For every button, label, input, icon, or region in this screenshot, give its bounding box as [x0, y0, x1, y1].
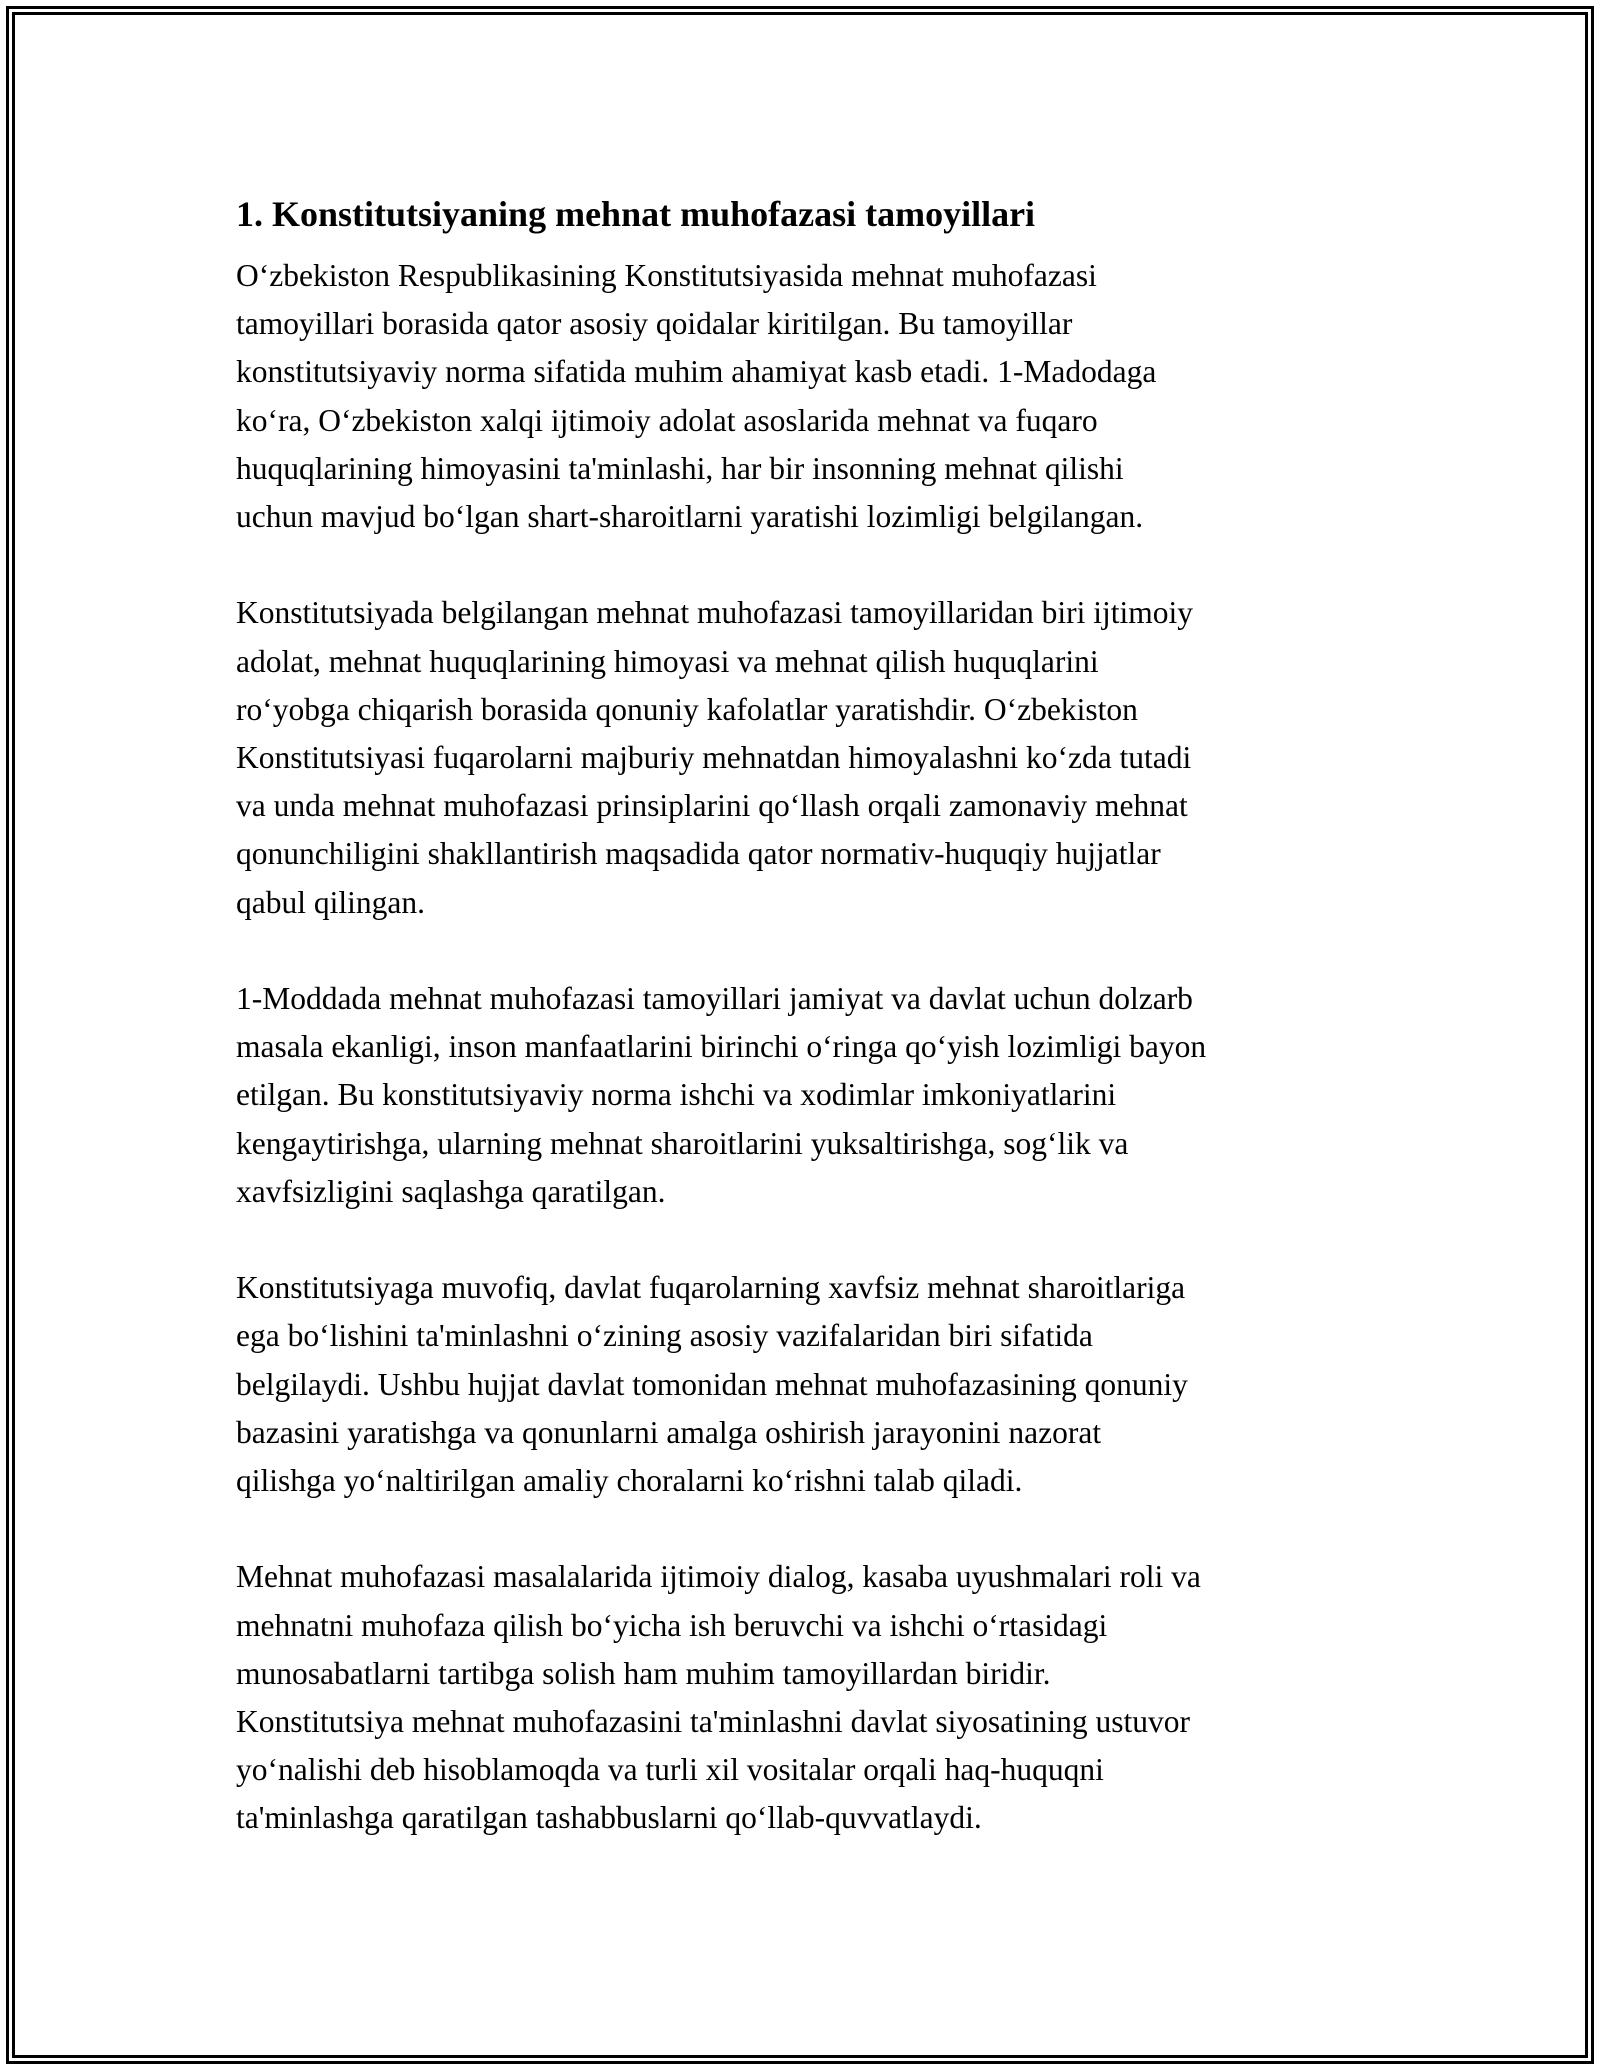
paragraph-line: Konstitutsiyasi fuqarolarni majburiy mehnatdan himoyalashni ko‘zda tutadi [236, 740, 1192, 776]
paragraph-1 [236, 252, 1376, 541]
paragraph-line: masala ekanligi, inson manfaatlarini birinchi o‘ringa qo‘yish lozimligi bayon [236, 1029, 1207, 1065]
paragraph-line: bazasini yaratishga va qonunlarni amalga oshirish jarayonini nazorat [236, 1414, 1102, 1450]
paragraph-line: ta'minlashga qaratilgan tashabbuslarni qo‘llab-quvvatlaydi. [236, 1800, 982, 1836]
paragraph-line: kengaytirishga, ularning mehnat sharoitlarini yuksaltirishga, sog‘lik va [236, 1125, 1129, 1161]
paragraph-line: Konstitutsiyaga muvofiq, davlat fuqarolarning xavfsiz mehnat sharoitlariga [236, 1270, 1186, 1306]
paragraph-line: etilgan. Bu konstitutsiyaviy norma ishchi va xodimlar imkoniyatlarini [236, 1077, 1117, 1113]
paragraph-line: qonunchiligini shakllantirish maqsadida qator normativ-huquqiy hujjatlar [236, 836, 1161, 872]
paragraph-line: uchun mavjud bo‘lgan shart-sharoitlarni yaratishi lozimligi belgilangan. [236, 499, 1144, 535]
paragraph-line: munosabatlarni tartibga solish ham muhim tamoyillardan biridir. [236, 1655, 1051, 1691]
paragraph-line: 1-Moddada mehnat muhofazasi tamoyillari jamiyat va davlat uchun dolzarb [236, 981, 1193, 1017]
paragraph-2 [236, 589, 1376, 926]
paragraph-5 [236, 1553, 1376, 1842]
paragraph-list [236, 252, 1376, 1843]
paragraph-line: Mehnat muhofazasi masalalarida ijtimoiy dialog, kasaba uyushmalari roli va [236, 1559, 1201, 1595]
paragraph-line: adolat, mehnat huquqlarining himoyasi va mehnat qilish huquqlarini [236, 643, 1099, 679]
paragraph-line: qabul qilingan. [236, 884, 425, 920]
paragraph-line: ro‘yobga chiqarish borasida qonuniy kafolatlar yaratishdir. O‘zbekiston [236, 691, 1138, 727]
paragraph-line: O‘zbekiston Respublikasining Konstitutsiyasida mehnat muhofazasi [236, 258, 1097, 293]
paragraph-line: Konstitutsiyada belgilangan mehnat muhofazasi tamoyillaridan biri ijtimoiy [236, 595, 1194, 631]
paragraph-line: tamoyillari borasida qator asosiy qoidalar kiritilgan. Bu tamoyillar [236, 306, 1073, 342]
paragraph-line: ko‘ra, O‘zbekiston xalqi ijtimoiy adolat asoslarida mehnat va fuqaro [236, 402, 1098, 438]
paragraph-3 [236, 975, 1376, 1216]
paragraph-line: Konstitutsiya mehnat muhofazasini ta'minlashni davlat siyosatining ustuvor [236, 1704, 1191, 1740]
paragraph-line: ega bo‘lishini ta'minlashni o‘zining asosiy vazifalaridan biri sifatida [236, 1318, 1093, 1354]
paragraph-line: konstitutsiyaviy norma sifatida muhim ahamiyat kasb etadi. 1-Madodaga [236, 354, 1157, 390]
paragraph-line: belgilaydi. Ushbu hujjat davlat tomonidan mehnat muhofazasining qonuniy [236, 1366, 1188, 1402]
paragraph-line: huquqlarining himoyasini ta'minlashi, har bir insonning mehnat qilishi [236, 450, 1124, 486]
paragraph-4 [236, 1264, 1376, 1505]
document-body [236, 186, 1376, 1891]
paragraph-line: xavfsizligini saqlashga qaratilgan. [236, 1173, 666, 1209]
paragraph-line: mehnatni muhofaza qilish bo‘yicha ish beruvchi va ishchi o‘rtasidagi [236, 1607, 1108, 1643]
paragraph-line: va unda mehnat muhofazasi prinsiplarini qo‘llash orqali zamonaviy mehnat [236, 788, 1188, 824]
paragraph-line: qilishga yo‘naltirilgan amaliy choralarni ko‘rishni talab qiladi. [236, 1463, 1023, 1499]
document-heading: 1. Konstitutsiyaning mehnat muhofazasi tamoyillari [236, 194, 1036, 234]
paragraph-line: yo‘nalishi deb hisoblamoqda va turli xil vositalar orqali haq-huquqni [236, 1752, 1104, 1788]
